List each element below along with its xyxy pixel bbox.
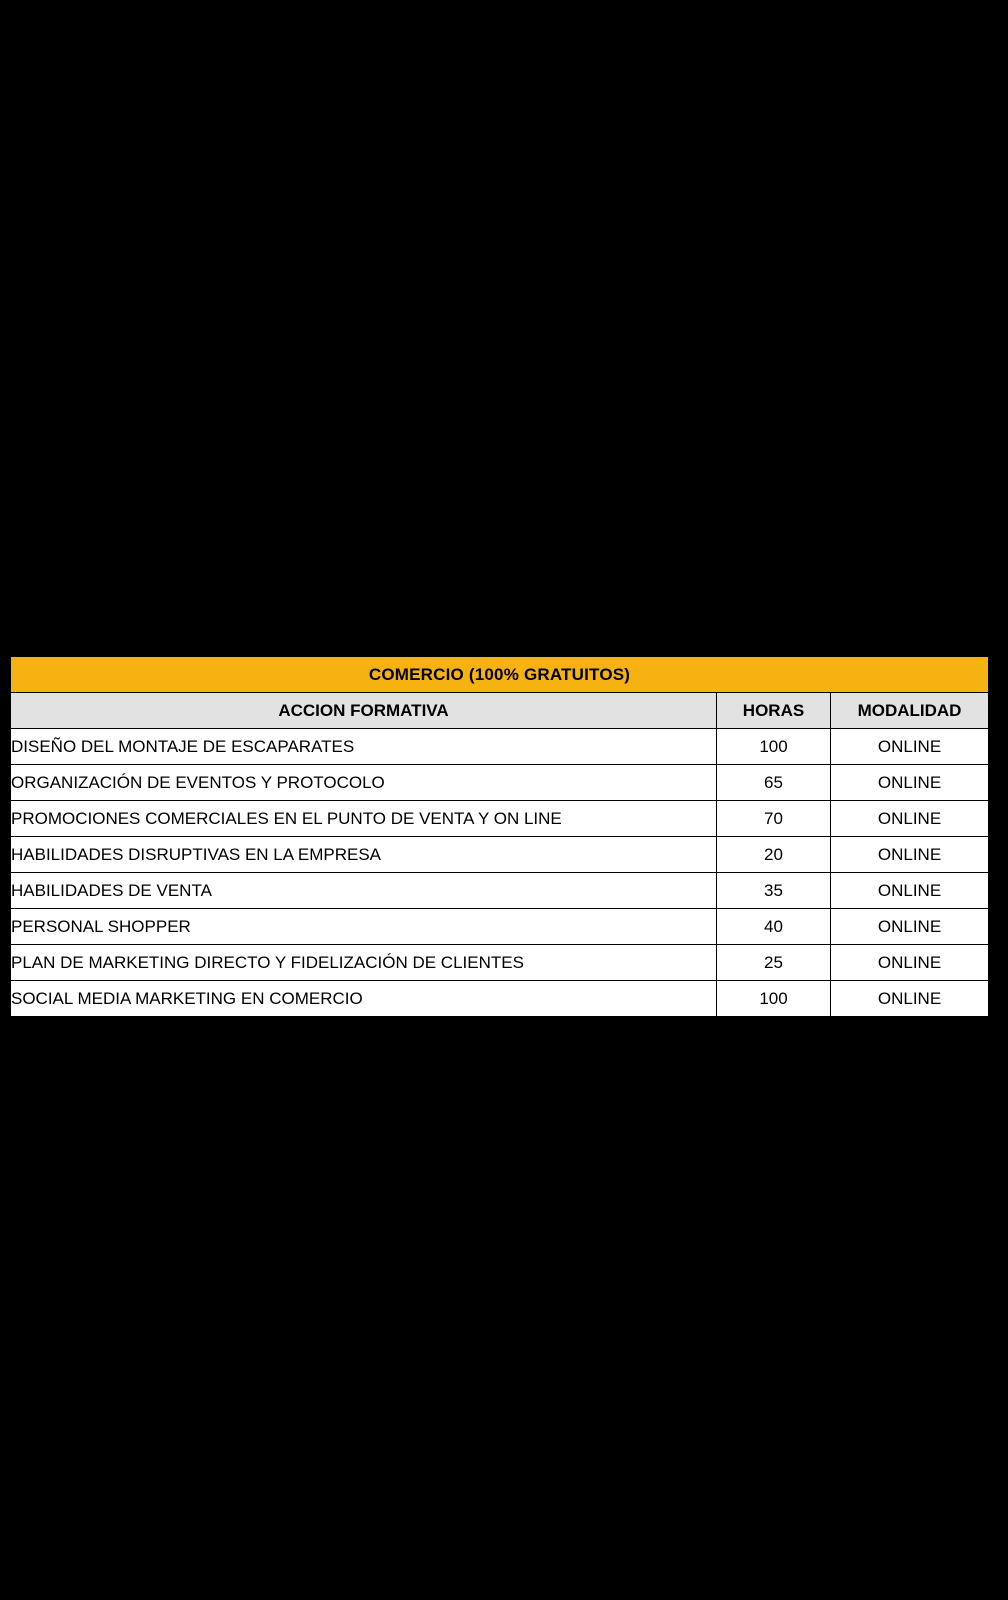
course-name: DISEÑO DEL MONTAJE DE ESCAPARATES	[11, 729, 717, 765]
course-hours: 100	[717, 729, 831, 765]
table-row	[11, 801, 989, 837]
course-name: HABILIDADES DE VENTA	[11, 873, 717, 909]
table-row	[11, 873, 989, 909]
course-name: HABILIDADES DISRUPTIVAS EN LA EMPRESA	[11, 837, 717, 873]
bottom-letterbox	[0, 1045, 1008, 1600]
column-header-modalidad: MODALIDAD	[831, 693, 989, 729]
column-header-horas: HORAS	[717, 693, 831, 729]
course-hours: 40	[717, 909, 831, 945]
course-table	[10, 656, 989, 1017]
course-hours: 65	[717, 765, 831, 801]
top-letterbox	[0, 0, 1008, 656]
course-table-container	[10, 656, 988, 1017]
course-modality: ONLINE	[831, 765, 989, 801]
course-modality: ONLINE	[831, 873, 989, 909]
table-row	[11, 765, 989, 801]
table-row	[11, 729, 989, 765]
table-header-row	[11, 693, 989, 729]
table-row	[11, 981, 989, 1017]
table-title: COMERCIO (100% GRATUITOS)	[11, 657, 989, 693]
course-name: ORGANIZACIÓN DE EVENTOS Y PROTOCOLO	[11, 765, 717, 801]
course-modality: ONLINE	[831, 801, 989, 837]
course-modality: ONLINE	[831, 909, 989, 945]
course-name: SOCIAL MEDIA MARKETING EN COMERCIO	[11, 981, 717, 1017]
table-title-row	[11, 657, 989, 693]
table-row	[11, 837, 989, 873]
course-modality: ONLINE	[831, 981, 989, 1017]
table-row	[11, 945, 989, 981]
course-hours: 25	[717, 945, 831, 981]
course-modality: ONLINE	[831, 945, 989, 981]
course-hours: 100	[717, 981, 831, 1017]
course-modality: ONLINE	[831, 729, 989, 765]
course-hours: 35	[717, 873, 831, 909]
course-name: PROMOCIONES COMERCIALES EN EL PUNTO DE VENTA Y ON LINE	[11, 801, 717, 837]
course-modality: ONLINE	[831, 837, 989, 873]
course-hours: 20	[717, 837, 831, 873]
course-name: PLAN DE MARKETING DIRECTO Y FIDELIZACIÓN DE CLIENTES	[11, 945, 717, 981]
column-header-accion-formativa: ACCION FORMATIVA	[11, 693, 717, 729]
course-hours: 70	[717, 801, 831, 837]
course-name: PERSONAL SHOPPER	[11, 909, 717, 945]
table-row	[11, 909, 989, 945]
